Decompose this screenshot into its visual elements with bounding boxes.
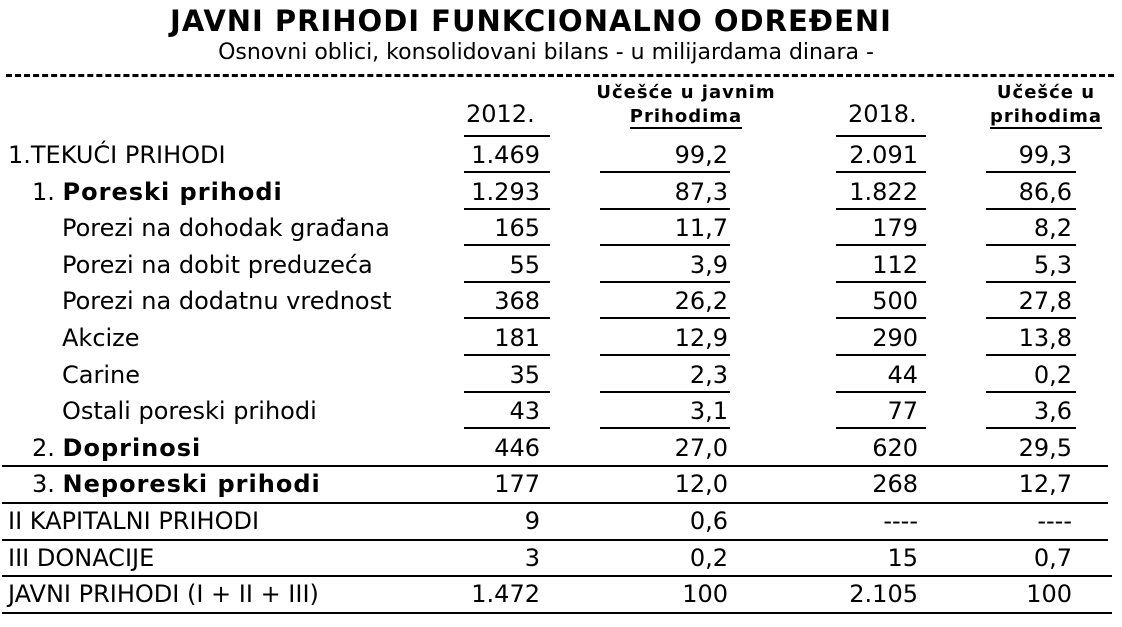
cell-value-2018: 500 [872,287,918,316]
table-row [0,576,1122,612]
cell-value-2018: ---- [883,507,918,535]
row-divider [2,539,1108,541]
row-label [32,466,321,502]
table-row [0,174,1122,210]
cell-share-2018: 100 [1026,580,1072,609]
cell-value-2018: 290 [872,324,918,352]
table-row [0,540,1122,576]
cell-value-2012: 165 [494,214,540,243]
row-label [62,247,373,283]
cell-value-2018: 2.091 [849,141,918,169]
cell-value-2018: 268 [872,470,918,499]
row-label-prefix: 1. [32,177,63,206]
table-row [0,320,1122,356]
cell-share-2012: 12,0 [674,470,728,499]
table-row [0,393,1122,429]
cell-value-2018: 2.105 [849,580,918,609]
cell-share-2018: 86,6 [1018,177,1072,206]
cell-value-2012: 1.469 [471,141,540,169]
row-label-prefix: Porezi na dohodak građana [62,214,390,243]
cell-value-2012: 181 [494,324,540,352]
column-header-share-2012-line1: Učešće u javnim [596,82,776,103]
row-label-prefix: JAVNI PRIHODI (I + II + III) [8,580,319,609]
table-row [0,357,1122,393]
table-row [0,283,1122,319]
cell-value-2018: 44 [887,360,918,389]
row-divider [2,575,1112,577]
table-row [0,210,1122,246]
dashed-divider [6,74,1114,77]
cell-share-2012: 3,1 [689,397,728,426]
row-label [8,137,226,173]
table-row [0,466,1122,502]
cell-value-2012: 1.293 [471,177,540,206]
row-label [62,357,140,393]
cell-value-2012: 368 [494,287,540,316]
cell-value-2012: 55 [509,250,540,279]
cell-value-2018: 112 [872,250,918,279]
page-subtitle: Osnovni oblici, konsolidovani bilans - u milijardama dinara - [218,40,874,65]
cell-share-2018: 12,7 [1018,470,1072,499]
row-label [32,174,283,210]
cell-share-2012: 99,2 [674,141,728,169]
column-header-share-2018-line2: prihodima [989,106,1103,127]
row-label-name: Doprinosi [62,433,202,462]
row-label-prefix: III DONACIJE [8,543,155,572]
cell-share-2018: 8,2 [1033,214,1072,243]
cell-share-2018: ---- [1037,507,1072,535]
cell-share-2018: 3,6 [1033,397,1072,426]
cell-value-2012: 3 [524,543,540,572]
row-label-prefix: Porezi na dobit preduzeća [62,250,373,279]
cell-share-2012: 11,7 [674,214,728,243]
column-header-share-2018 [980,81,1112,129]
cell-value-2012: 35 [509,360,540,389]
column-header-share-2012 [586,81,786,129]
table-row [0,503,1122,539]
cell-share-2012: 12,9 [674,324,728,352]
table-row [0,137,1122,173]
row-label-prefix: Akcize [62,324,140,352]
row-label-prefix: Ostali poreski prihodi [62,397,317,426]
column-header-2018: 2018. [848,100,917,128]
row-label [32,430,201,466]
cell-share-2012: 0,2 [689,543,728,572]
row-label-prefix: 3. [32,470,63,499]
table-bottom-rule [2,612,1112,614]
cell-value-2018: 15 [887,543,918,572]
row-label-name: Poreski prihodi [62,177,283,206]
cell-share-2012: 27,0 [674,433,728,462]
row-label [62,320,140,356]
row-label-name: Neporeski prihodi [62,470,321,499]
cell-value-2018: 1.822 [849,177,918,206]
cell-value-2018: 179 [872,214,918,243]
column-header-share-2012-line2: Prihodima [629,106,743,127]
cell-share-2012: 87,3 [674,177,728,206]
row-label-prefix: Porezi na dodatnu vrednost [62,287,392,316]
row-label-prefix: 1.TEKUĆI PRIHODI [8,141,226,169]
cell-share-2012: 100 [682,580,728,609]
cell-share-2012: 0,6 [689,507,728,535]
cell-value-2018: 620 [872,433,918,462]
row-label [62,210,390,246]
page-title: JAVNI PRIHODI FUNKCIONALNO ODREĐENI [170,4,892,38]
row-label [62,283,392,319]
cell-share-2012: 3,9 [689,250,728,279]
cell-share-2018: 29,5 [1018,433,1072,462]
table-row [0,430,1122,466]
row-label-prefix: 2. [32,433,63,462]
cell-value-2012: 43 [509,397,540,426]
column-header-share-2018-line1: Učešće u [996,82,1096,103]
cell-share-2012: 26,2 [674,287,728,316]
row-label [8,576,319,612]
row-label-prefix: II KAPITALNI PRIHODI [8,507,260,535]
cell-share-2018: 0,7 [1033,543,1072,572]
row-label [62,393,317,429]
row-label-prefix: Carine [62,360,140,389]
row-label [8,503,259,539]
table-row [0,247,1122,283]
cell-share-2012: 2,3 [689,360,728,389]
cell-share-2018: 0,2 [1033,360,1072,389]
column-header-2012: 2012. [466,100,535,128]
cell-value-2012: 1.472 [471,580,540,609]
cell-share-2018: 99,3 [1018,141,1072,169]
cell-value-2012: 446 [494,433,540,462]
cell-share-2018: 5,3 [1033,250,1072,279]
row-divider [2,465,1108,467]
row-divider [2,502,1108,504]
cell-value-2018: 77 [887,397,918,426]
row-label [8,540,154,576]
cell-value-2012: 9 [524,507,540,535]
cell-value-2012: 177 [494,470,540,499]
cell-share-2018: 13,8 [1018,324,1072,352]
cell-share-2018: 27,8 [1018,287,1072,316]
